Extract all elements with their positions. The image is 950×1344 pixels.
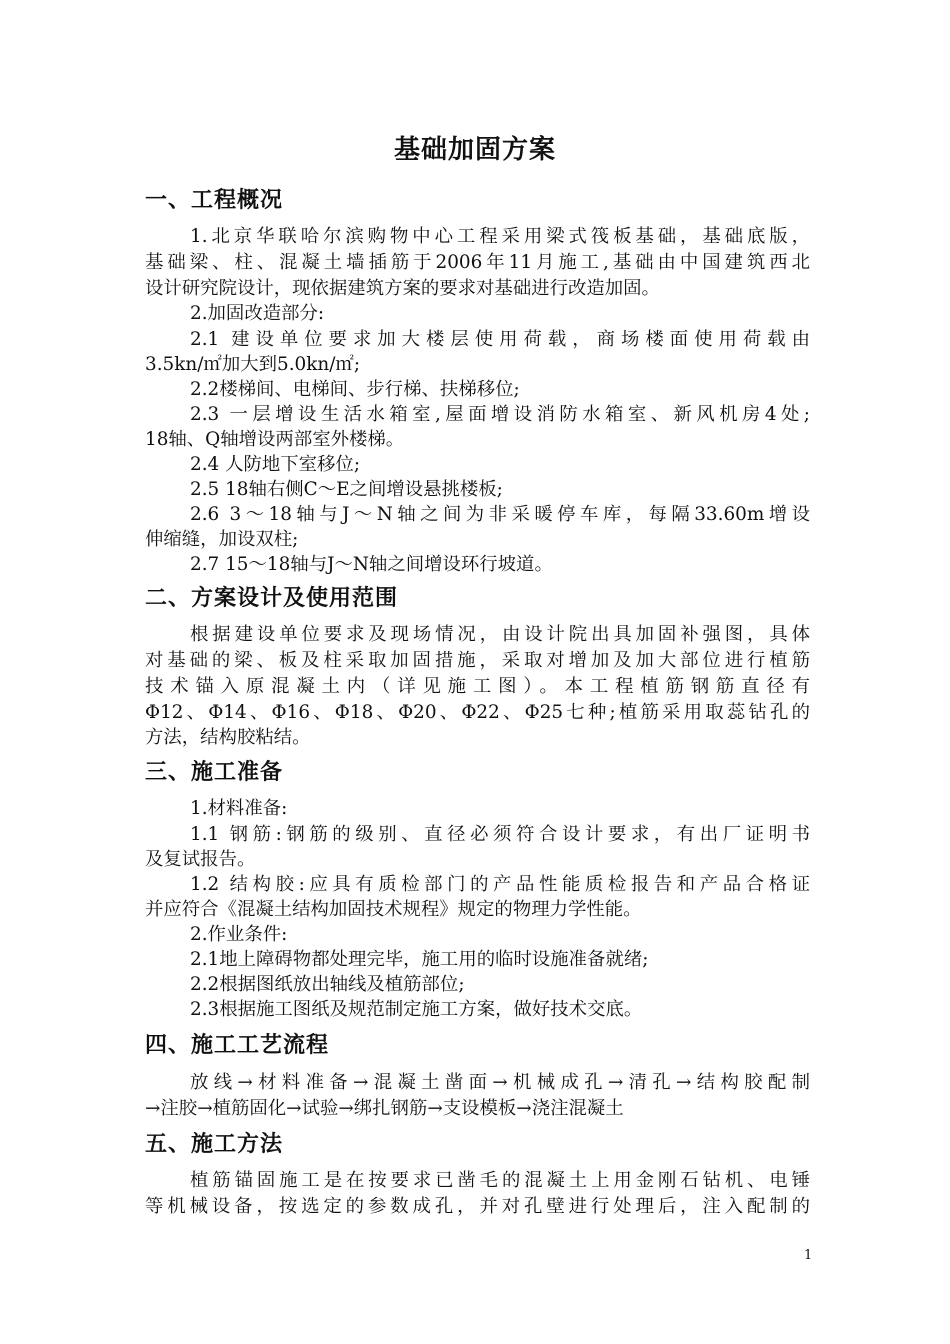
paragraph-line: Φ12、Φ14、Φ16、Φ18、Φ20、Φ22、Φ25七种;植筋采用取蕊钻孔的: [145, 702, 810, 723]
section-heading-process-flow: 四、施工工艺流程: [145, 1033, 330, 1058]
paragraph-line: 2.5 18轴右侧C～E之间增设悬挑楼板;: [190, 479, 503, 500]
paragraph-line: 等机械设备，按选定的参数成孔，并对孔壁进行处理后，注入配制的: [145, 1196, 810, 1217]
paragraph-line: 2.6 3～18轴与J～N轴之间为非采暖停车库，每隔33.60m增设: [190, 504, 810, 525]
paragraph-line: 对基础的梁、板及柱采取加固措施，采取对增加及加大部位进行植筋: [145, 650, 810, 671]
paragraph-line: 1.材料准备:: [190, 798, 288, 819]
paragraph-line: 并应符合《混凝土结构加固技术规程》规定的物理力学性能。: [145, 899, 642, 920]
paragraph-line: 2.1地上障碍物都处理完毕，施工用的临时设施准备就绪;: [190, 949, 649, 970]
section-heading-overview: 一、工程概况: [145, 188, 284, 213]
paragraph-line: 2.3 一层增设生活水箱室,屋面增设消防水箱室、新风机房4处;: [190, 404, 810, 425]
document-title: 基础加固方案: [393, 135, 556, 165]
paragraph-line: 技术锚入原混凝土内（详见施工图）。本工程植筋钢筋直径有: [145, 676, 810, 697]
paragraph-line: 及复试报告。: [145, 849, 256, 870]
paragraph-line: 18轴、Q轴增设两部室外楼梯。: [145, 429, 405, 450]
paragraph-line: 设计研究院设计，现依据建筑方案的要求对基础进行改造加固。: [145, 278, 660, 299]
paragraph-line: 3.5kn/㎡加大到5.0kn/㎡;: [145, 354, 361, 375]
paragraph-line: →注胶→植筋固化→试验→绑扎钢筋→支设模板→浇注混凝土: [145, 1098, 624, 1119]
paragraph-line: 根据建设单位要求及现场情况，由设计院出具加固补强图，具体: [190, 624, 810, 645]
page-number: 1: [804, 1248, 813, 1263]
section-heading-method: 五、施工方法: [145, 1132, 284, 1157]
paragraph-line: 2.2楼梯间、电梯间、步行梯、扶梯移位;: [190, 379, 520, 400]
paragraph-line: 2.2根据图纸放出轴线及植筋部位;: [190, 974, 465, 995]
paragraph-line: 1.2 结构胶:应具有质检部门的产品性能质检报告和产品合格证: [190, 874, 810, 895]
paragraph-line: 2.作业条件:: [190, 924, 288, 945]
paragraph-line: 方法，结构胶粘结。: [145, 727, 311, 748]
paragraph-line: 植筋锚固施工是在按要求已凿毛的混凝土上用金刚石钻机、电锤: [190, 1170, 810, 1191]
section-heading-design: 二、方案设计及使用范围: [145, 586, 399, 611]
paragraph-line: 2.7 15～18轴与J～N轴之间增设环行坡道。: [190, 554, 553, 575]
paragraph-line: 基础梁、柱、混凝土墙插筋于2006年11月施工,基础由中国建筑西北: [145, 252, 810, 273]
paragraph-line: 2.3根据施工图纸及规范制定施工方案，做好技术交底。: [190, 999, 643, 1020]
paragraph-line: 2.1 建设单位要求加大楼层使用荷载，商场楼面使用荷载由: [190, 329, 810, 350]
section-heading-preparation: 三、施工准备: [145, 760, 284, 785]
paragraph-line: 放线→材料准备→混凝土凿面→机械成孔→清孔→结构胶配制: [190, 1072, 810, 1093]
paragraph-line: 2.4 人防地下室移位;: [190, 454, 361, 475]
paragraph-line: 1.1 钢筋:钢筋的级别、直径必须符合设计要求，有出厂证明书: [190, 824, 810, 845]
paragraph-line: 2.加固改造部分:: [190, 303, 325, 324]
paragraph-line: 伸缩缝，加设双柱;: [145, 529, 299, 550]
paragraph-line: 1.北京华联哈尔滨购物中心工程采用梁式筏板基础，基础底版，: [190, 226, 810, 247]
